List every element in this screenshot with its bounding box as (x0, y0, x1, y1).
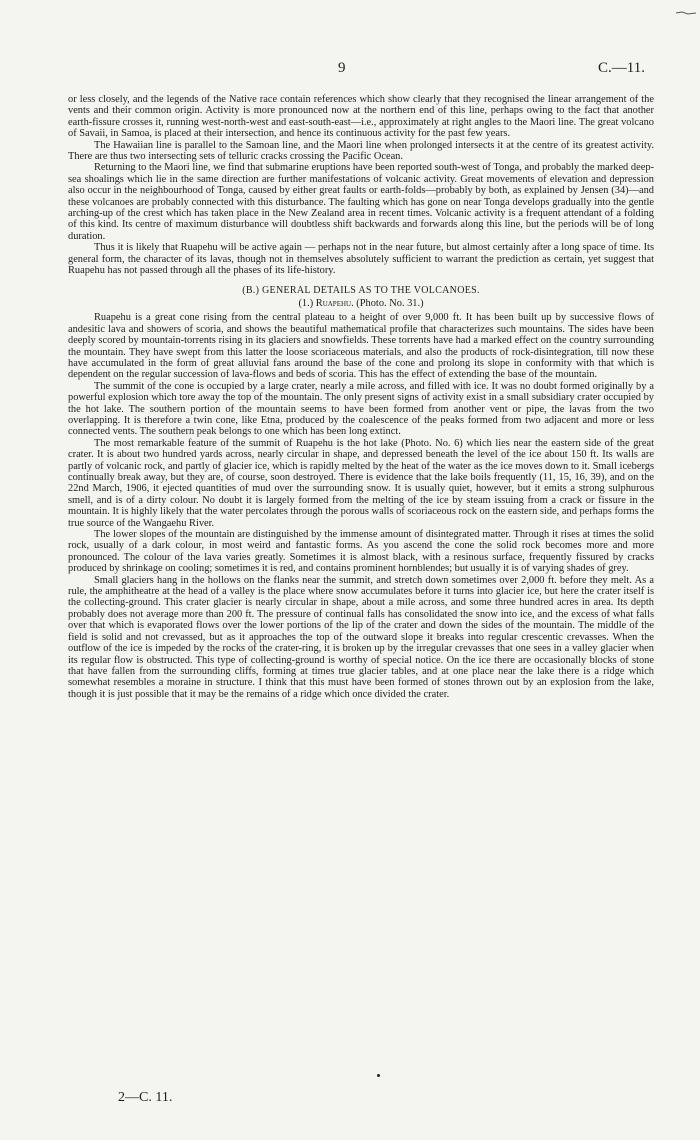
paragraph-9: Small glaciers hang in the hollows on the flanks near the summit, and stretch down sometimes over 2,000 ft. before they melt. As a rule, the amphitheatre at the head of a valley is the place where snow accumulates before it turns into glacier ice, but here the crater itself is the collecting-ground. This crater glacier is nearly circular in shape, about a mile across, and some three hundred acres in area. Its depth probably does not average more than 200 ft. The pressure of continual falls has consolidated the snow into ice, and the excess of what falls over that which is evaporated flows over the lower portions of the lip of the crater and down the sides of the mountain. The middle of the field is solid and not crevassed, but as it approaches the top of the outward slope it breaks into regular crescentic crevasses. When the outflow of the ice is impeded by the rocks of the crater-ring, it is broken up by the irregular crevasses that one sees in a valley glacier when its regular flow is obstructed. This type of collecting-ground is worthy of special notice. On the ice there are occasionally blocks of stone that have fallen from the surrounding cliffs, forming at times true glacier tables, and at one place near the lake there is a ridge which somewhat resembles a moraine in structure. I think that this must have been formed of stones thrown out by an explosion from the lake, though it is just possible that it may be the remains of a ridge which once divided the crater. (68, 574, 654, 700)
paragraph-5: Ruapehu is a great cone rising from the central plateau to a height of over 9,000 ft. It has been built up by successive flows of andesitic lava and showers of scoria, and shows the beautiful mathematical profile that characterizes such mountains. The sides have been deeply scored by mountain-torrents rising in its glaciers and snowfields. These torrents have had a marked effect on the country surrounding the mountain. They have swept from this latter the loose scoriaceous materials, and also the products of rock-disintegration, till now these have accumulated in the form of great alluvial fans around the base of the cone and prolong its slope in conformity with that which is dependent on the regular succession of lava-flows and beds of scoria. This has the effect of extending the base of the mountain. (68, 312, 654, 381)
section-heading: (B.) GENERAL DETAILS AS TO THE VOLCANOES. (242, 284, 480, 296)
scan-artifact (676, 2, 696, 8)
signature-mark: 2—C. 11. (118, 1090, 173, 1105)
paragraph-2: The Hawaiian line is parallel to the Samoan line, and the Maori line when prolonged intersects it at the centre of its greatest activity. There are thus two intersecting sets of telluric cracks crossing the Pacific Ocean. (68, 139, 654, 163)
body-text (68, 94, 654, 700)
paragraph-8: The lower slopes of the mountain are distinguished by the immense amount of disintegrated matter. Through it rises at times the solid rock, usually of a dark colour, in most weird and fantastic forms. As you ascend the cone the solid rock becomes more and more pronounced. The colour of the lava varies greatly. Sometimes it is almost black, with a resinous surface, frequently fissured by cracks produced by shrinkage on cooling; sometimes it is red, and contains prominent hornblendes; but usually it is of varying shades of grey. (68, 529, 654, 575)
subsection-name: Ruapehu. (315, 297, 354, 309)
paragraph-1: or less closely, and the legends of the Native race contain references which show clearly that they recognised the linear arrangement of the vents and their common origin. Activity is more pronounced now at the northern end of this line, perhaps owing to the fact that another earth-fissure crosses it, running west-north-west and east-south-east—i.e., approximately at right angles to the Maori line. The great volcano of Savaii, in Samoa, is placed at their intersection, and hence its continuous activity for the past few years. (68, 94, 654, 140)
subsection-heading (68, 298, 654, 309)
subsection-photo-ref: (Photo. No. 31.) (356, 297, 424, 309)
paragraph-6: The summit of the cone is occupied by a large crater, nearly a mile across, and filled with ice. It was no doubt formed originally by a powerful explosion which tore away the top of the mountain. The only present signs of activity exist in a small subsidiary crater occupied by the hot lake. The southern portion of the mountain seems to have been formed from another vent or pipe, the lavas from the two overlapping. It is therefore a twin cone, like Etna, produced by the coalescence of the peaks formed from two adjacent and more or less connected vents. The southern peak belongs to one which has been long extinct. (68, 380, 654, 438)
page-number: 9 (338, 60, 346, 76)
paragraph-4: Thus it is likely that Ruapehu will be active again — perhaps not in the near future, but almost certainly after a long space of time. Its general form, the character of its lavas, though not in themselves absolutely sufficient to warrant the prediction as certain, yet suggest that Ruapehu has not passed through all the phases of its life-history. (68, 242, 654, 277)
document-body (68, 60, 654, 700)
ink-dot (377, 1074, 380, 1077)
paragraph-7: The most remarkable feature of the summit of Ruapehu is the hot lake (Photo. No. 6) which lies near the eastern side of the great crater. It is about two hundred yards across, nearly circular in shape, and depressed beneath the level of the ice about 150 ft. Its walls are partly of volcanic rock, and partly of glacier ice, which is rapidly melted by the heat of the water as the ice moves down to it. Small icebergs continually break away, but they are, of course, soon destroyed. There is evidence that the lake boils frequently (11, 15, 16, 39), and on the 22nd March, 1906, it ejected quantities of mud over the surrounding snow. It is usually quiet, however, but it emits a strong sulphurous smell, and is of a dirty colour. No doubt it is largely formed from the melting of the ice by steam issuing from a crack or fissure in the mountain. It is highly likely that the water percolates through the porous walls of scoriaceous rock on the eastern side, and perhaps forms the true source of the Wangaehu River. (68, 437, 654, 529)
subsection-number: (1.) (298, 297, 314, 309)
document-reference: C.—11. (598, 60, 645, 76)
paragraph-3: Returning to the Maori line, we find that submarine eruptions have been reported south-west of Tonga, and probably the marked deep-sea shoalings which lie in the same direction are further manifestations of volcanic activity. Great movements of elevation and depression also occur in the neighbourhood of Tonga, caused by either great faults or earth-folds—probably by both, as explained by Jensen (34)—and these volcanoes are probably connected with this disturbance. The faulting which has gone on near Tonga develops gradually into the gentle arching-up of the crest which has taken place in the New Zealand area in recent times. Volcanic activity is a frequent attendant of a folding of this kind. Its centre of maximum disturbance will doubtless shift backwards and forwards along this line, but the periods will be of long duration. (68, 162, 654, 242)
